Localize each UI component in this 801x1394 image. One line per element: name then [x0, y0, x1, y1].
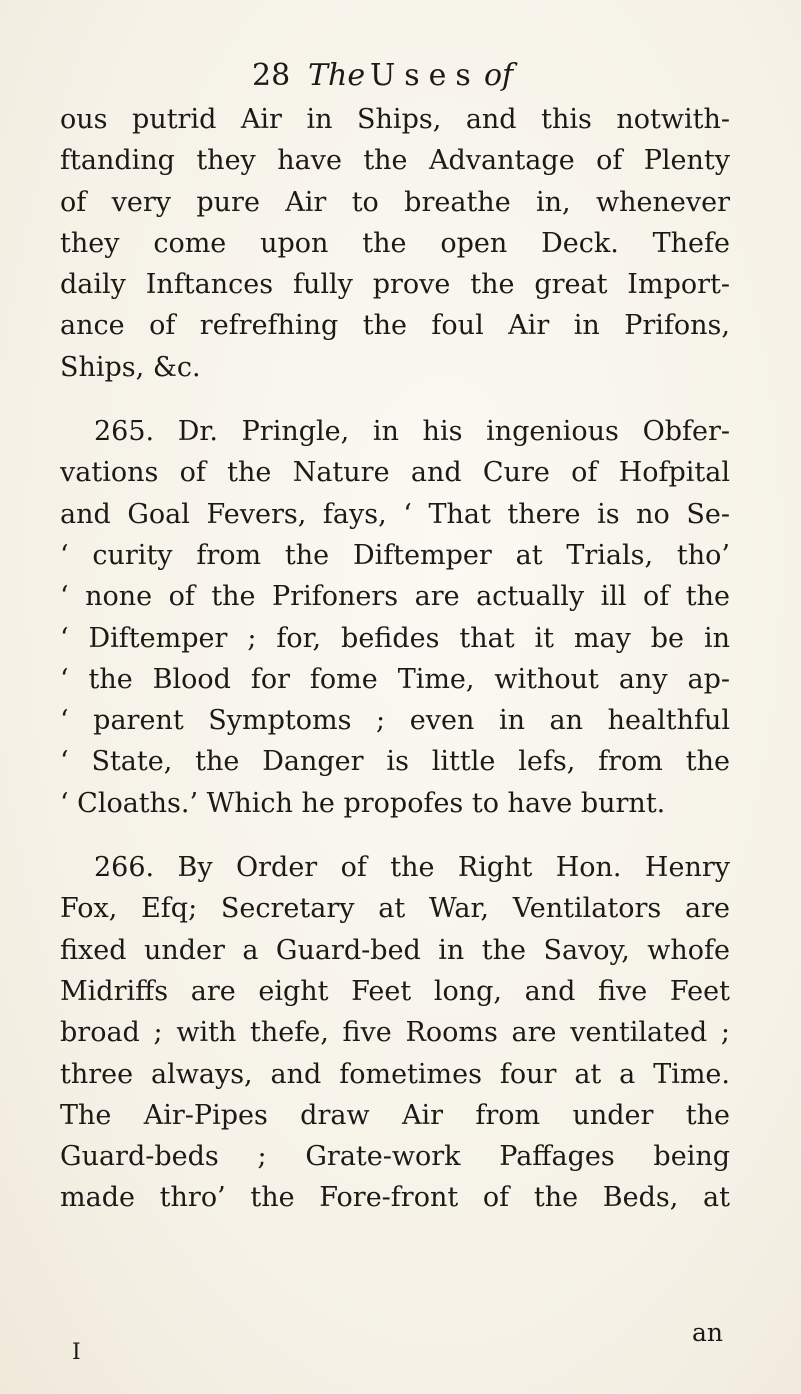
text-line: ‘ parent Symptoms ; even in an healthful	[60, 705, 730, 737]
text-line: 265. Dr. Pringle, in his ingenious Obfer-	[94, 416, 730, 448]
text-line: The Air-Pipes draw Air from under the	[60, 1099, 730, 1131]
text-line: ‘ Cloaths.’ Which he propofes to have burnt.	[60, 787, 666, 819]
text-line: Midriffs are eight Feet long, and five Feet	[60, 975, 730, 1007]
paragraph-continuation	[60, 99, 730, 388]
running-title-the: The	[308, 58, 366, 93]
text-line: ‘ none of the Prifoners are actually ill of the	[60, 581, 730, 613]
text-line: 266. By Order of the Right Hon. Henry	[94, 852, 730, 884]
text-line: ‘ curity from the Diftemper at Trials, tho’	[60, 539, 730, 571]
text-line: made thro’ the Fore-front of the Beds, at	[60, 1182, 730, 1214]
running-header	[252, 52, 612, 100]
text-line: daily Inftances fully prove the great Import-	[60, 269, 730, 301]
text-line: ous putrid Air in Ships, and this notwith-	[60, 104, 730, 135]
page-number: 28	[252, 58, 291, 93]
text-line: ‘ the Blood for fome Time, without any ap-	[60, 663, 730, 695]
paragraph-266	[60, 847, 730, 1219]
text-line: and Goal Fevers, fays, ‘ That there is no Se-	[60, 498, 730, 530]
text-line: of very pure Air to breathe in, whenever	[60, 186, 730, 218]
text-line: ftanding they have the Advantage of Plenty	[60, 145, 730, 177]
catchword: an	[692, 1318, 724, 1347]
running-title-of: of	[484, 58, 514, 93]
body-text	[60, 99, 730, 1219]
text-line: Guard-beds ; Grate-work Paffages being	[60, 1141, 730, 1173]
text-line: ‘ State, the Danger is little lefs, from the	[60, 746, 730, 778]
text-line: fixed under a Guard-bed in the Savoy, whofe	[60, 934, 730, 966]
text-line: ance of refrefhing the foul Air in Prifons,	[60, 310, 730, 342]
text-line: Ships, &c.	[60, 351, 201, 383]
running-title-uses: Uses	[370, 58, 480, 93]
text-line: broad ; with thefe, five Rooms are ventilated ;	[60, 1017, 730, 1049]
text-line: they come upon the open Deck. Thefe	[60, 227, 730, 259]
text-line: Fox, Efq; Secretary at War, Ventilators are	[60, 893, 730, 925]
paragraph-265	[60, 411, 730, 824]
text-line: vations of the Nature and Cure of Hofpital	[60, 457, 730, 489]
text-line: ‘ Diftemper ; for, befides that it may be in	[60, 622, 730, 654]
signature-mark: I	[72, 1340, 81, 1365]
text-line: three always, and fometimes four at a Time.	[60, 1058, 730, 1090]
